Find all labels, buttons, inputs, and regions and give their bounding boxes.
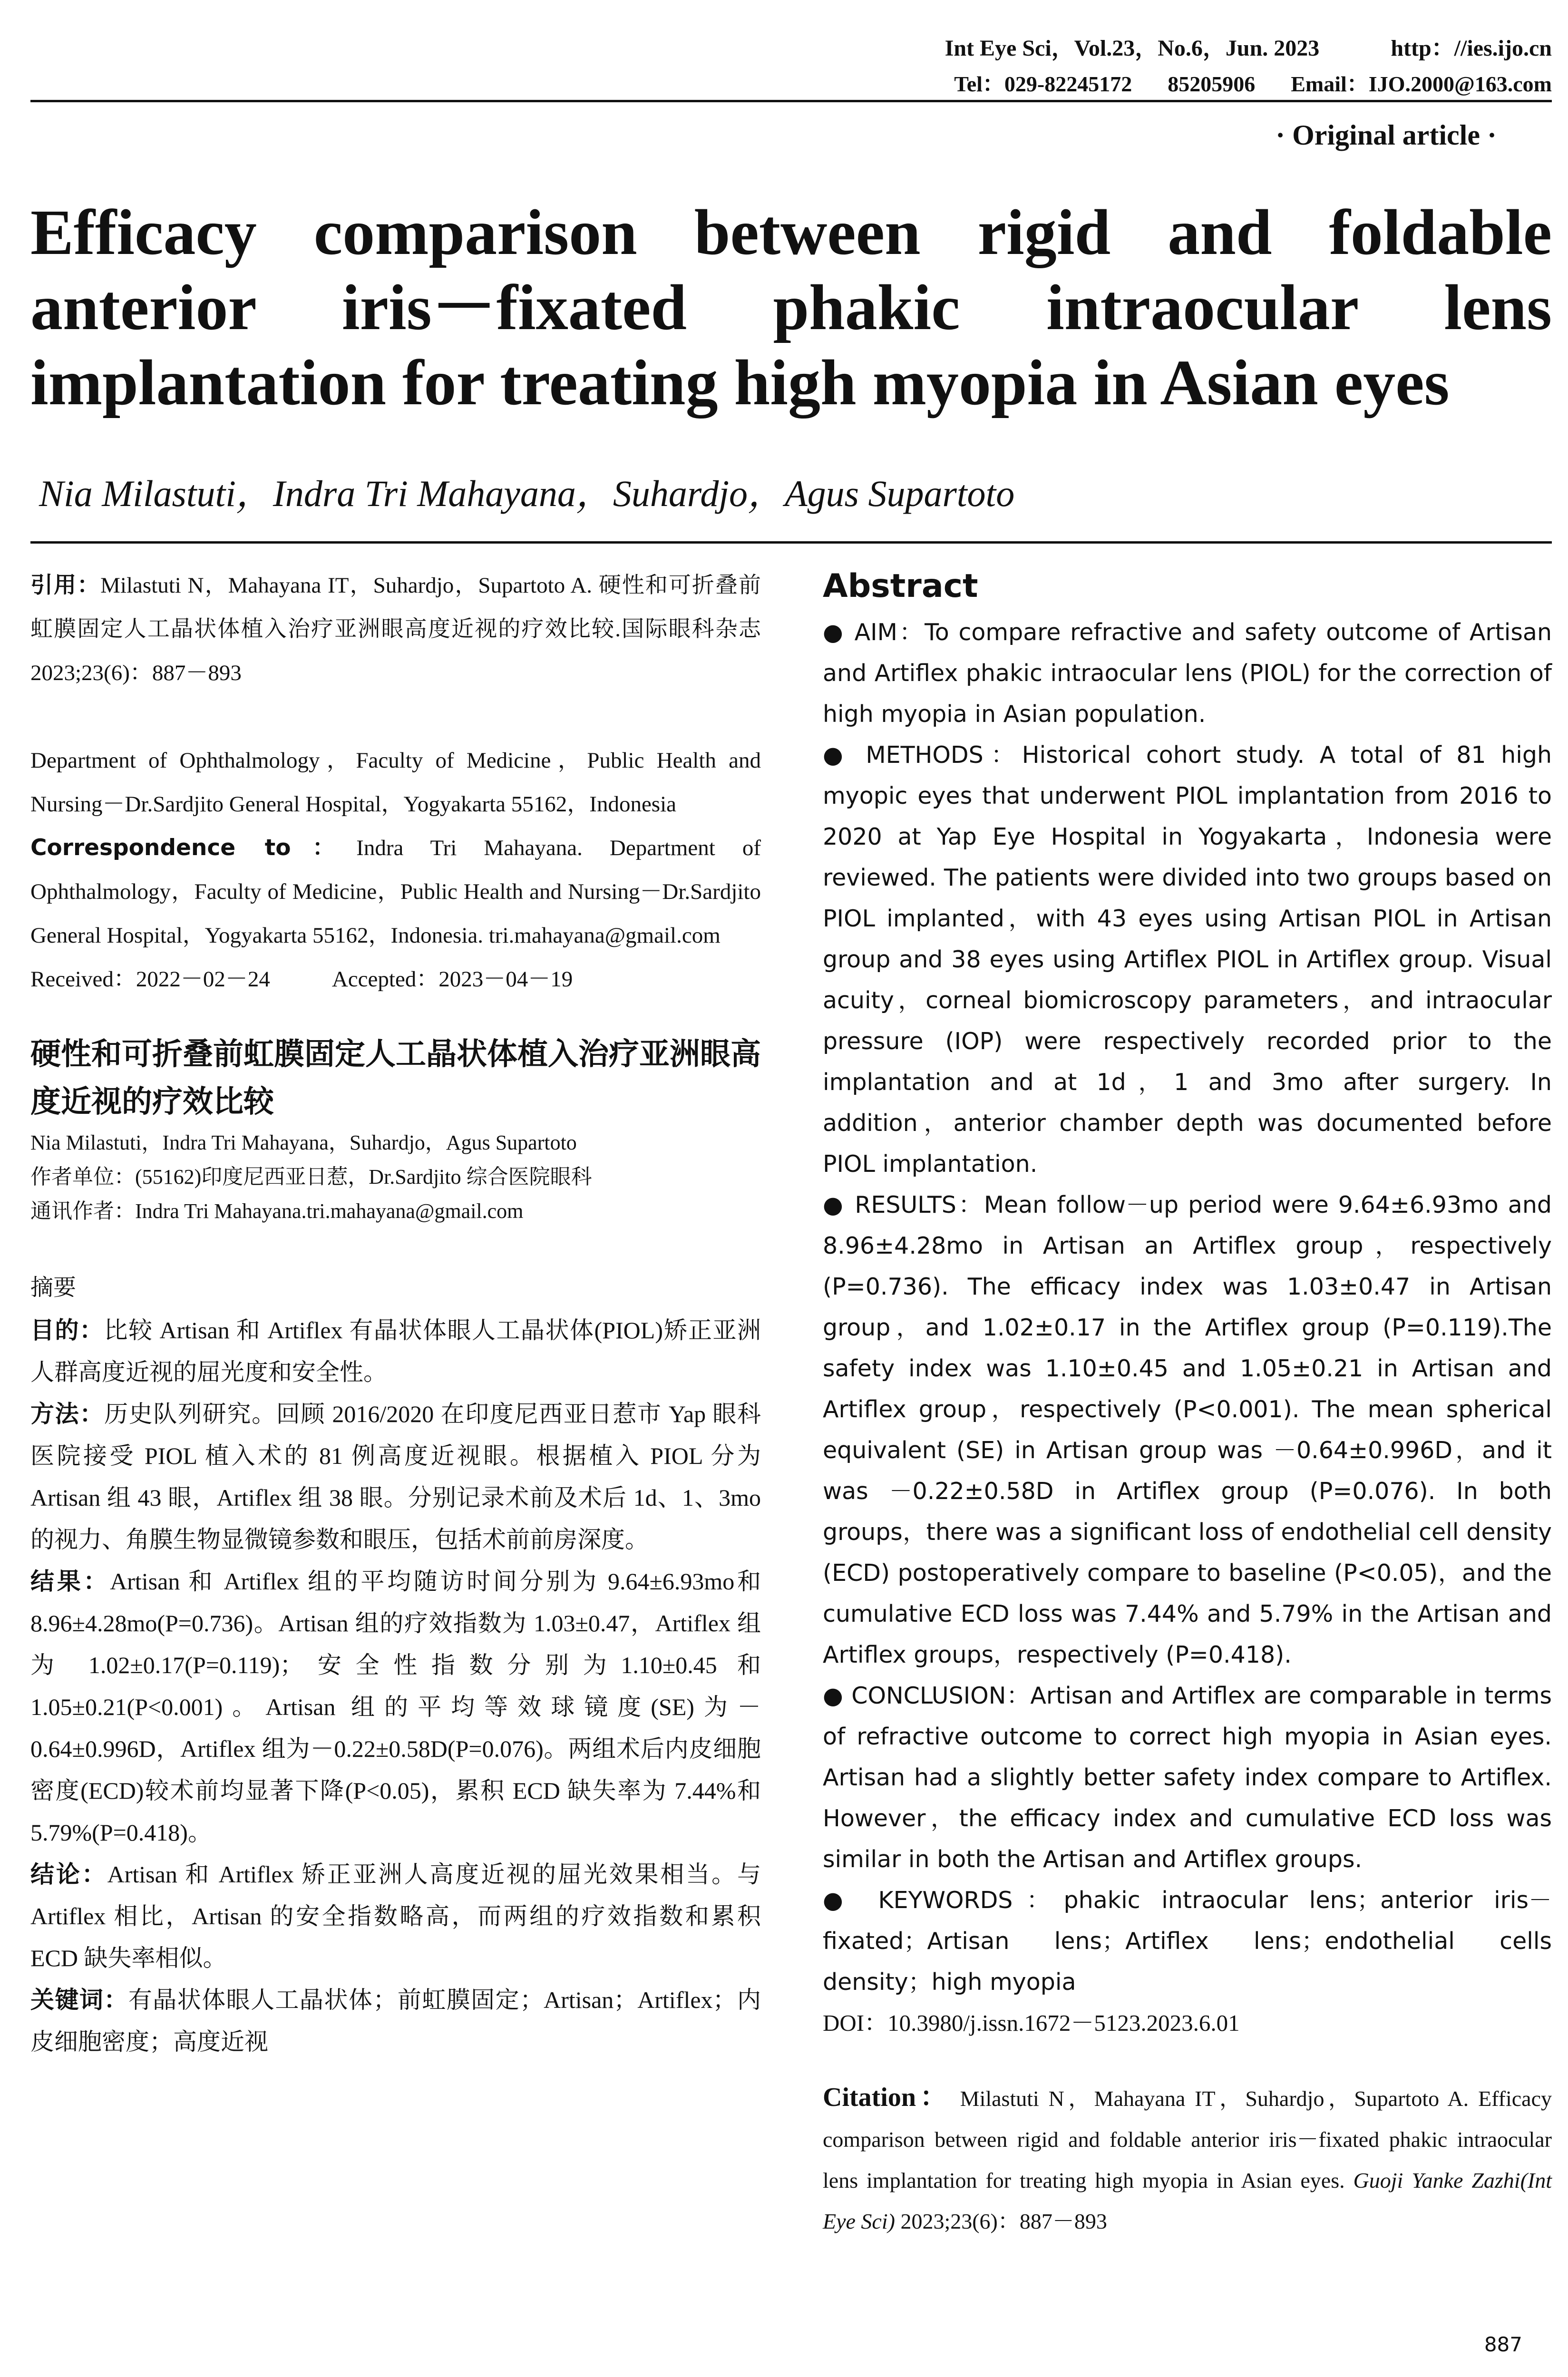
abstract-results bbox=[823, 1185, 1552, 1676]
received-date: Received：2022－02－24 bbox=[30, 967, 270, 992]
chinese-methods-label: 方法： bbox=[30, 1400, 105, 1428]
cite-paragraph bbox=[30, 564, 761, 695]
journal-tel: Tel：029-82245172 bbox=[954, 72, 1132, 96]
page-number: 887 bbox=[1484, 2333, 1522, 2356]
header-rule bbox=[30, 100, 1552, 102]
keywords-text: phakic intraocular lens；anterior iris－fixated；Artisan lens；Artiflex lens；endothelial cells density；high myopia bbox=[823, 1887, 1552, 1996]
journal-url[interactable]: http：//ies.ijo.cn bbox=[1391, 36, 1552, 61]
methods-text: Historical cohort study. A total of 81 high myopic eyes that underwent PIOL implantation from 2016 to 2020 at Yap Eye Hospital in Yogyakarta，Indonesia were reviewed. The patients were divided into two groups based on PIOL implanted，with 43 eyes using Artisan PIOL in Artisan group and 38 eyes using Artiflex PIOL in Artiflex group. Visual acuity，corneal biomicroscopy parameters，and intraocular pressure (IOP) were respectively recorded prior to the implantation and at 1d，1 and 3mo after surgery. In addition，anterior chamber depth was documented before PIOL implantation. bbox=[823, 741, 1552, 1178]
correspondence-text: Indra Tri Mahayana. Department of Ophthalmology，Faculty of Medicine，Public Health and Nursing－Dr.Sardjito General Hospital，Yogyakarta 55162，Indonesia. tri.mahayana@gmail.com bbox=[30, 836, 761, 948]
cite-text: Milastuti N，Mahayana IT，Suhardjo，Supartoto A. 硬性和可折叠前虹膜固定人工晶状体植入治疗亚洲眼高度近视的疗效比较.国际眼科杂志 2023;23(6)：887－893 bbox=[30, 573, 761, 685]
chinese-results bbox=[30, 1560, 761, 1853]
aim-text: To compare refractive and safety outcome of Artisan and Artiflex phakic intraocular lens (PIOL) for the correction of high myopia in Asian population. bbox=[823, 619, 1552, 728]
chinese-aim bbox=[30, 1309, 761, 1393]
journal-citation: Int Eye Sci，Vol.23，No.6，Jun. 2023 bbox=[945, 36, 1320, 61]
abstract-conclusion bbox=[823, 1676, 1552, 1880]
bullet-icon: ● bbox=[823, 619, 845, 646]
chinese-methods-text: 历史队列研究。回顾 2016/2020 在印度尼西亚日惹市 Yap 眼科医院接受 PIOL 植入术的 81 例高度近视眼。根据植入 PIOL 分为 Artisan 组 43 眼，Artiflex 组 38 眼。分别记录术前及术后 1d、1、3mo 的视力、角膜生物显微镜参数和眼压，包括术前前房深度。 bbox=[30, 1401, 761, 1553]
chinese-abstract-heading: 摘要 bbox=[30, 1274, 77, 1301]
journal-info-line bbox=[945, 29, 1552, 62]
abstract-keywords bbox=[823, 1880, 1552, 2003]
keywords-label: KEYWORDS： bbox=[878, 1887, 1064, 1914]
running-header bbox=[30, 19, 1552, 105]
citation-label: Citation： bbox=[823, 2083, 951, 2112]
results-text: Mean follow－up period were 9.64±6.93mo and 8.96±4.28mo in Artisan an Artiflex group，respectively (P=0.736). The efficacy index was 1.03±0.47 in Artisan group，and 1.02±0.17 in the Artiflex group (P=0.119).The safety index was 1.10±0.45 and 1.05±0.21 in Artisan and Artiflex group，respectively (P<0.001). The mean spherical equivalent (SE) in Artisan group was －0.64±0.996D，and it was －0.22±0.58D in Artiflex group (P=0.076). In both groups，there was a significant loss of endothelial cell density (ECD) postoperatively compare to baseline (P<0.05)，and the cumulative ECD loss was 7.44% and 5.79% in the Artisan and Artiflex groups，respectively (P=0.418). bbox=[823, 1191, 1552, 1668]
citation-paragraph bbox=[823, 2077, 1552, 2242]
chinese-correspondence: 通讯作者：Indra Tri Mahayana.tri.mahayana@gmail.com bbox=[30, 1199, 524, 1223]
chinese-aim-label: 目的： bbox=[30, 1316, 104, 1344]
citation-text: Milastuti N，Mahayana IT，Suhardjo，Supartoto A. Efficacy comparison between rigid and foldable anterior iris－fixated phakic intraocular lens implantation for treating high myopia in Asian eyes. bbox=[823, 2086, 1552, 2192]
chinese-results-label: 结果： bbox=[30, 1568, 110, 1595]
article-type: · Original article · bbox=[1276, 119, 1497, 151]
chinese-aim-text: 比较 Artisan 和 Artiflex 有晶状体眼人工晶状体(PIOL)矫正亚洲人群高度近视的屈光度和安全性。 bbox=[30, 1317, 761, 1385]
citation-journal: Guoji Yanke Zazhi(Int Eye Sci) bbox=[823, 2168, 1552, 2233]
abstract-aim bbox=[823, 612, 1552, 735]
chinese-conclusion bbox=[30, 1853, 761, 1979]
results-label: RESULTS： bbox=[855, 1191, 984, 1218]
accepted-date: Accepted：2023－04－19 bbox=[331, 967, 573, 992]
article-title: Efficacy comparison between rigid and foldable anterior iris－fixated phakic intraocular lens implantation for treating high myopia in Asian eyes bbox=[30, 197, 1552, 419]
authors-rule bbox=[30, 541, 1552, 544]
chinese-conclusion-label: 结论： bbox=[30, 1861, 107, 1888]
doi[interactable]: DOI：10.3980/j.issn.1672－5123.2023.6.01 bbox=[823, 2010, 1240, 2036]
bullet-icon: ● bbox=[823, 1682, 844, 1709]
conclusion-text: Artisan and Artiflex are comparable in terms of refractive outcome to correct high myopia in Asian eyes. Artisan had a slightly better safety index compare to Artiflex. However，the efficacy index and cumulative ECD loss was similar in both the Artisan and Artiflex groups. bbox=[823, 1682, 1552, 1873]
bullet-icon: ● bbox=[823, 741, 851, 769]
chinese-authors: Nia Milastuti，Indra Tri Mahayana，Suhardjo，Agus Supartoto bbox=[30, 1131, 577, 1154]
chinese-unit: 作者单位：(55162)印度尼西亚日惹，Dr.Sardjito 综合医院眼科 bbox=[30, 1165, 592, 1188]
journal-email[interactable]: Email：IJO.2000@163.com bbox=[1291, 72, 1552, 96]
journal-tel2: 85205906 bbox=[1168, 72, 1256, 96]
correspondence-label: Correspondence to： bbox=[30, 835, 357, 861]
chinese-conclusion-text: Artisan 和 Artiflex 矫正亚洲人高度近视的屈光效果相当。与 Artiflex 相比，Artisan 的安全指数略高，而两组的疗效指数和累积 ECD 缺失率相似。 bbox=[30, 1861, 761, 1971]
conclusion-label: CONCLUSION： bbox=[851, 1682, 1031, 1709]
methods-label: METHODS： bbox=[866, 741, 1022, 769]
citation-tail: 2023;23(6)：887－893 bbox=[900, 2209, 1107, 2233]
abstract-heading: Abstract bbox=[823, 567, 978, 605]
article-authors: Nia Milastuti，Indra Tri Mahayana，Suhardjo，Agus Supartoto bbox=[39, 473, 1015, 514]
chinese-keywords bbox=[30, 1979, 761, 2063]
cite-label: 引用： bbox=[30, 572, 101, 598]
dates bbox=[30, 957, 761, 1001]
chinese-keywords-label: 关键词： bbox=[30, 1986, 128, 2014]
chinese-keywords-text: 有晶状体眼人工晶状体；前虹膜固定；Artisan；Artiflex；内皮细胞密度；高度近视 bbox=[30, 1987, 761, 2055]
aim-label: AIM： bbox=[854, 619, 925, 646]
contact-line bbox=[954, 67, 1552, 98]
chinese-methods bbox=[30, 1393, 761, 1560]
chinese-results-text: Artisan 和 Artiflex 组的平均随访时间分别为 9.64±6.93mo和 8.96±4.28mo(P=0.736)。Artisan 组的疗效指数为 1.03±0.47，Artiflex 组为 1.02±0.17(P=0.119)；安全性指数分别为1.10±0.45 和 1.05±0.21(P<0.001)。Artisan 组的平均等效球镜度(SE)为－0.64±0.996D，Artiflex 组为－0.22±0.58D(P=0.076)。两组术后内皮细胞密度(ECD)较术前均显著下降(P<0.05)，累积 ECD 缺失率为 7.44%和 5.79%(P=0.418)。 bbox=[30, 1568, 761, 1846]
bullet-icon: ● bbox=[823, 1191, 846, 1218]
right-column bbox=[823, 564, 1552, 2242]
abstract-methods bbox=[823, 735, 1552, 1185]
left-column bbox=[30, 564, 761, 2063]
bullet-icon: ● bbox=[823, 1887, 857, 1914]
affiliation: Department of Ophthalmology，Faculty of Medicine，Public Health and Nursing－Dr.Sardjito General Hospital，Yogyakarta 55162，Indonesia bbox=[30, 748, 761, 817]
correspondence bbox=[30, 826, 761, 957]
chinese-title: 硬性和可折叠前虹膜固定人工晶状体植入治疗亚洲眼高度近视的疗效比较 bbox=[30, 1037, 761, 1120]
